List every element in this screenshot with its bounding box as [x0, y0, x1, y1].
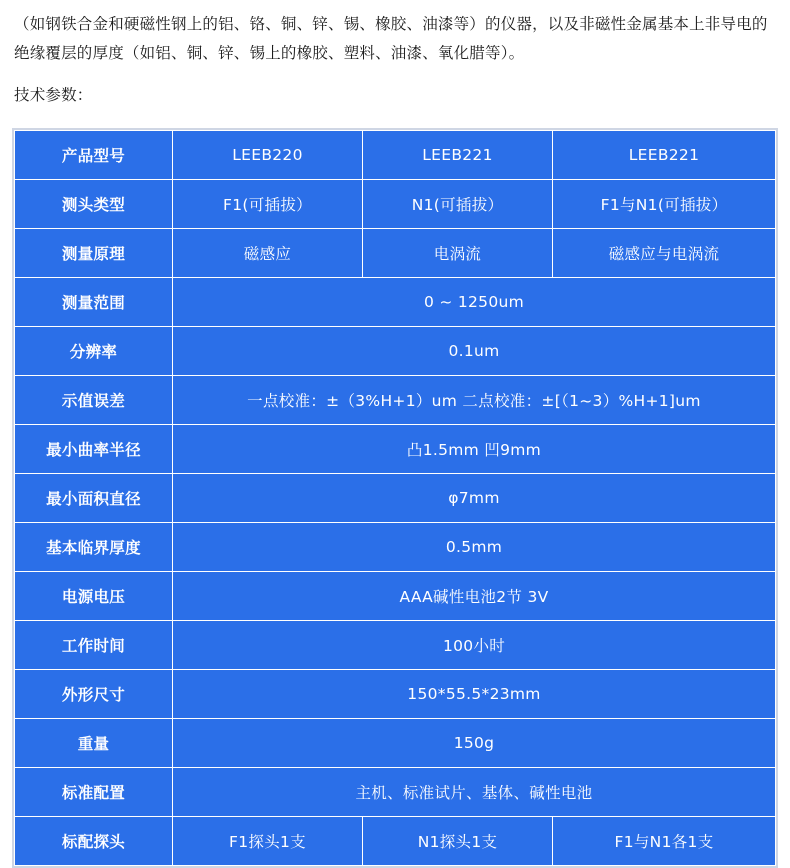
cell-power-value: AAA碱性电池2节 3V: [173, 572, 776, 621]
cell-model-leeb221: LEEB221: [553, 131, 776, 180]
cell-error-value: 一点校准：±（3%H+1）um 二点校准：±[（1~3）%H+1]um: [173, 376, 776, 425]
row-label-dimensions: 外形尺寸: [15, 670, 173, 719]
cell-probe-f1-count: F1探头1支: [173, 817, 363, 866]
table-row: [15, 670, 776, 719]
row-label-standard-probe: 标配探头: [15, 817, 173, 866]
cell-probe-f1n1: F1与N1(可插拔）: [553, 180, 776, 229]
row-label-error: 示值误差: [15, 376, 173, 425]
table-row: [15, 474, 776, 523]
table-row: [15, 180, 776, 229]
table-row: [15, 817, 776, 866]
row-label-model: 产品型号: [15, 131, 173, 180]
cell-model-leeb221-dark: LEEB221: [363, 131, 553, 180]
table-row: [15, 278, 776, 327]
cell-min-curvature-value: 凸1.5mm 凹9mm: [173, 425, 776, 474]
table-row: [15, 719, 776, 768]
cell-probe-both-count: F1与N1各1支: [553, 817, 776, 866]
row-label-critical-thickness: 基本临界厚度: [15, 523, 173, 572]
table-row: [15, 768, 776, 817]
spec-table-body: [15, 131, 776, 866]
cell-principle-magnetic: 磁感应: [173, 229, 363, 278]
cell-probe-n1-count-dark: N1探头1支: [363, 817, 553, 866]
table-row: [15, 376, 776, 425]
row-label-weight: 重量: [15, 719, 173, 768]
cell-min-diameter-value: φ7mm: [173, 474, 776, 523]
row-label-principle: 测量原理: [15, 229, 173, 278]
spec-table-container: [12, 128, 778, 868]
cell-critical-thickness-value: 0.5mm: [173, 523, 776, 572]
row-label-resolution: 分辨率: [15, 327, 173, 376]
spec-table: [14, 130, 776, 866]
cell-working-time-value: 100小时: [173, 621, 776, 670]
row-label-probe-type: 测头类型: [15, 180, 173, 229]
cell-probe-n1-dark: N1(可插拔）: [363, 180, 553, 229]
table-row: [15, 425, 776, 474]
table-row: [15, 621, 776, 670]
cell-principle-both: 磁感应与电涡流: [553, 229, 776, 278]
cell-probe-f1: F1(可插拔）: [173, 180, 363, 229]
row-label-min-diameter: 最小面积直径: [15, 474, 173, 523]
table-row: [15, 327, 776, 376]
intro-paragraph: （如钢铁合金和硬磁性钢上的铝、铬、铜、锌、锡、橡胶、油漆等）的仪器，以及非磁性金属基本上非导电的绝缘覆层的厚度（如铝、铜、锌、锡上的橡胶、塑料、油漆、氧化腊等）。: [14, 15, 768, 62]
cell-resolution-value: 0.1um: [173, 327, 776, 376]
cell-weight-value: 150g: [173, 719, 776, 768]
table-row: [15, 572, 776, 621]
row-label-min-curvature: 最小曲率半径: [15, 425, 173, 474]
table-row: [15, 229, 776, 278]
cell-standard-config-value: 主机、标准试片、基体、碱性电池: [173, 768, 776, 817]
row-label-working-time: 工作时间: [15, 621, 173, 670]
tech-params-title: 技术参数：: [14, 86, 93, 105]
table-row: [15, 523, 776, 572]
cell-dimensions-value: 150*55.5*23mm: [173, 670, 776, 719]
table-row: [15, 131, 776, 180]
intro-text-block: [0, 0, 790, 110]
cell-range-value: 0 ~ 1250um: [173, 278, 776, 327]
row-label-power: 电源电压: [15, 572, 173, 621]
cell-principle-eddy-dark: 电涡流: [363, 229, 553, 278]
row-label-range: 测量范围: [15, 278, 173, 327]
cell-model-leeb220: LEEB220: [173, 131, 363, 180]
row-label-standard-config: 标准配置: [15, 768, 173, 817]
